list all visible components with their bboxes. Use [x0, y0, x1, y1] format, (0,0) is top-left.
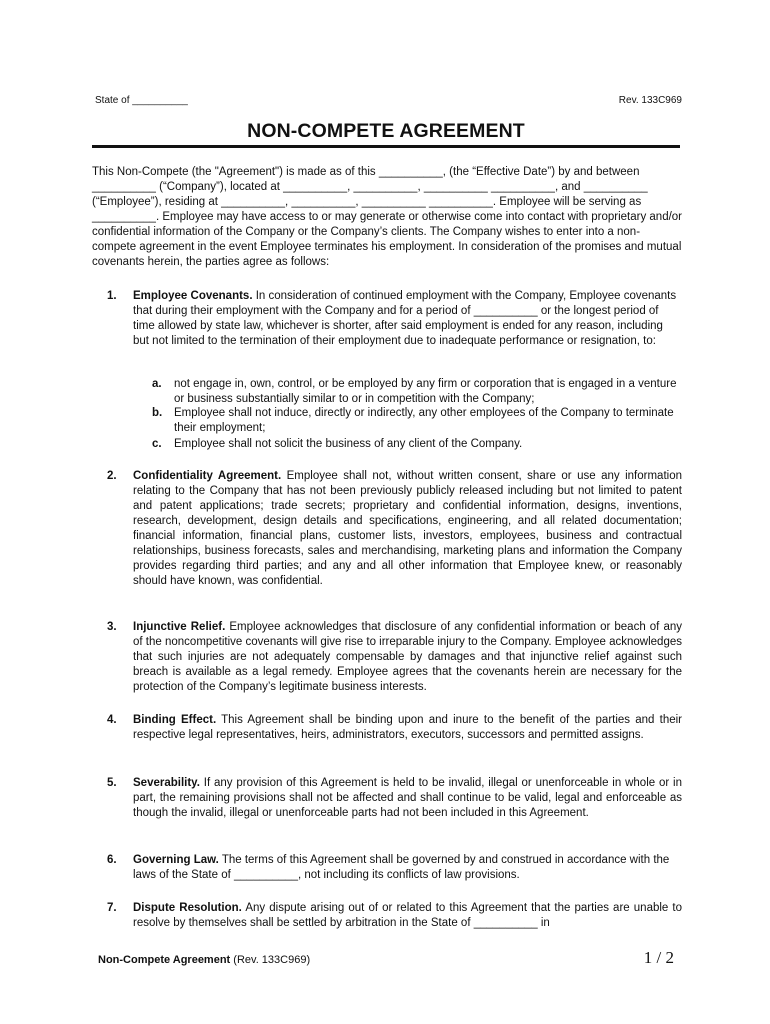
section-4 [107, 713, 682, 743]
section-text: Employee shall not, without written consent, share or use any information relating to the Company that has not been previously publicly released including but not limited to patent and patent applications; trade secrets; proprietary and confidential information, designs, inventions, research, development, design details and specifications, engineering, and all related documentation; financial information, financial plans, customer lists, investors, employees, business and contractual relationships, business forecasts, sales and merchandising, marketing plans and information the Company provides regarding third parties; and any and all other information that Employee knew, or reasonably should have known, was confidential. [133, 470, 682, 587]
section-heading: Confidentiality Agreement. [133, 470, 282, 482]
page-header [95, 95, 682, 106]
subitem-text: not engage in, own, control, or be employed by any firm or corporation that is engaged in a venture or business substantially similar to or in competition with the Company; [174, 378, 677, 405]
section-heading: Governing Law. [133, 854, 219, 866]
intro-paragraph: This Non-Compete (the "Agreement") is made as of this __________, (the “Effective Date”) by and between __________ (“Company”), located at __________, __________, __________ __________, and __________ (“Employee”), residing at __________, __________, __________ __________. Employee will be serving as __________. Employee may have access to or may generate or otherwise come into contact with proprietary and/or confidential information of the Company or the Company’s clients. The Company wishes to enter into a non-compete agreement in the event Employee terminates his employment. In consideration of the promises and mutual covenants herein, the parties agree as follows: [92, 166, 683, 268]
section-7 [107, 901, 682, 931]
section-text: In consideration of continued employment with the Company, Employee covenants that during their employment with the Company and for a period of __________ or the longest period of time allowed by state law, whichever is shorter, after said employment is ended for any reason, including but not limited to the termination of their employment due to inadequate performance or resignation, to: [133, 290, 677, 347]
section-number: 7. [107, 902, 117, 914]
section-text: Any dispute arising out of or related to this Agreement that the parties are unable to resolve by themselves shall be settled by arbitration in the State of __________ in [133, 902, 682, 929]
footer-doc-name: Non-Compete Agreement [98, 954, 231, 966]
section-heading: Employee Covenants. [133, 290, 253, 302]
section-5 [107, 776, 682, 821]
subitem-b [152, 406, 682, 435]
section-3 [107, 620, 682, 695]
section-text: The terms of this Agreement shall be governed by and construed in accordance with the laws of the State of __________, not including its conflicts of law provisions. [133, 854, 670, 881]
section-text: Employee acknowledges that disclosure of any confidential information or beach of any of the noncompetitive covenants will give rise to irreparable injury to the Company. Employee acknowledges that such injuries are not adequately compensable by damages and that injunctive relief against such breach is available as a legal remedy. Employee agrees that the covenants herein are necessary for the protection of the Company’s legitimate business interests. [133, 621, 682, 693]
page-number: 1 / 2 [643, 948, 674, 967]
subitem-letter: c. [152, 438, 162, 450]
subitem-text: Employee shall not solicit the business of any client of the Company. [174, 438, 523, 450]
footer-rev: (Rev. 133C969) [233, 954, 311, 966]
section-heading: Dispute Resolution. [133, 902, 242, 914]
section-text: This Agreement shall be binding upon and inure to the benefit of the parties and their respective legal representatives, heirs, administrators, executors, successors and permitted assigns. [133, 714, 683, 741]
subitem-letter: b. [152, 407, 163, 419]
page-footer [98, 948, 674, 968]
section-number: 6. [107, 854, 117, 866]
revision-label: Rev. 133C969 [618, 95, 682, 106]
section-number: 3. [107, 621, 117, 633]
section-2 [107, 469, 682, 589]
section-text: If any provision of this Agreement is held to be invalid, illegal or unenforceable in whole or in part, the remaining provisions shall not be affected and shall continue to be valid, legal and enforceable as though the invalid, illegal or unenforceable parts had not been included in this Agreement. [133, 777, 682, 819]
subitem-c [152, 437, 682, 452]
section-heading: Binding Effect. [133, 714, 217, 726]
subitem-a [152, 377, 682, 406]
title-underline [92, 145, 680, 148]
subitem-letter: a. [152, 378, 162, 390]
section-heading: Severability. [133, 777, 200, 789]
section-number: 5. [107, 777, 117, 789]
section-number: 4. [107, 714, 117, 726]
section-1 [107, 289, 682, 349]
section-number: 2. [107, 470, 117, 482]
footer-doc-label [98, 954, 310, 966]
document-title: NON-COMPETE AGREEMENT [247, 120, 525, 142]
state-field: State of __________ [95, 95, 188, 106]
section-heading: Injunctive Relief. [133, 621, 226, 633]
subitem-text: Employee shall not induce, directly or indirectly, any other employees of the Company to terminate their employment; [174, 407, 674, 434]
section-number: 1. [107, 290, 117, 302]
section-6 [107, 853, 682, 883]
